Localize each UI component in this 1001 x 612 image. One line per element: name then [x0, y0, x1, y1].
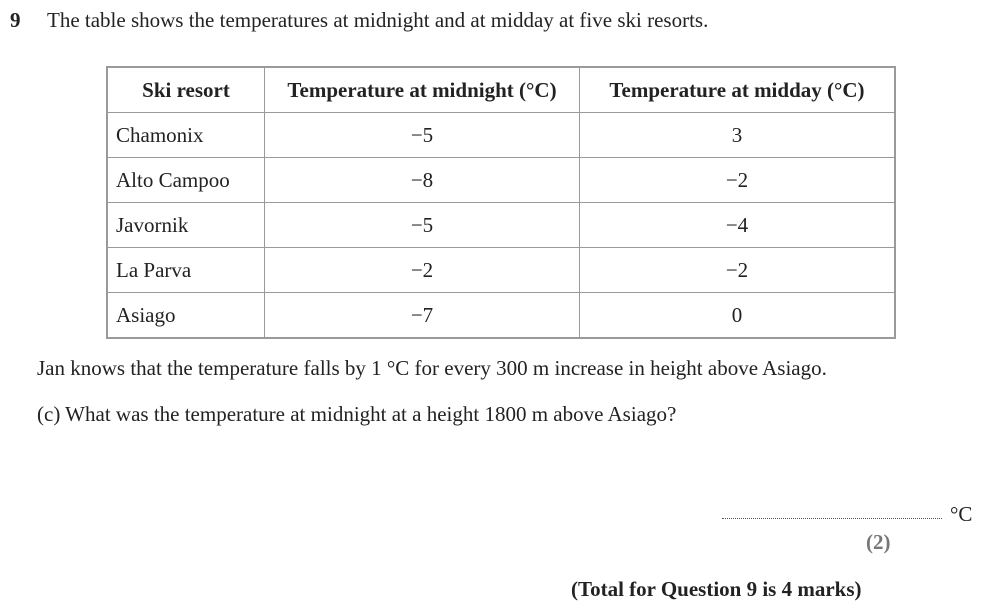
midnight-temp: −5 — [265, 203, 580, 248]
table-row — [107, 293, 895, 339]
table-row — [107, 158, 895, 203]
header-temp-midday: Temperature at midday (°C) — [580, 67, 896, 113]
midday-temp: 0 — [580, 293, 896, 339]
table-row — [107, 113, 895, 158]
midday-temp: 3 — [580, 113, 896, 158]
midnight-temp: −5 — [265, 113, 580, 158]
midday-temp: −2 — [580, 158, 896, 203]
header-temp-midnight: Temperature at midnight (°C) — [265, 67, 580, 113]
question-number: 9 — [10, 8, 21, 32]
answer-unit: °C — [950, 502, 973, 526]
temperature-table — [106, 66, 896, 339]
midnight-temp: −7 — [265, 293, 580, 339]
total-marks: (Total for Question 9 is 4 marks) — [571, 577, 862, 601]
midnight-temp: −8 — [265, 158, 580, 203]
marks-label: (2) — [866, 530, 891, 554]
resort-name: Asiago — [107, 293, 265, 339]
table-row — [107, 203, 895, 248]
answer-line[interactable] — [722, 518, 942, 519]
question-intro: The table shows the temperatures at midnight and at midday at five ski resorts. — [47, 8, 709, 32]
resort-name: La Parva — [107, 248, 265, 293]
resort-name: Javornik — [107, 203, 265, 248]
resort-name: Alto Campoo — [107, 158, 265, 203]
resort-name: Chamonix — [107, 113, 265, 158]
header-ski-resort: Ski resort — [107, 67, 265, 113]
table-row — [107, 248, 895, 293]
question-part-c: (c) What was the temperature at midnight at a height 1800 m above Asiago? — [37, 402, 677, 426]
midday-temp: −2 — [580, 248, 896, 293]
info-text: Jan knows that the temperature falls by 1 °C for every 300 m increase in height above Asiago. — [37, 356, 827, 380]
table-header-row — [107, 67, 895, 113]
midday-temp: −4 — [580, 203, 896, 248]
midnight-temp: −2 — [265, 248, 580, 293]
